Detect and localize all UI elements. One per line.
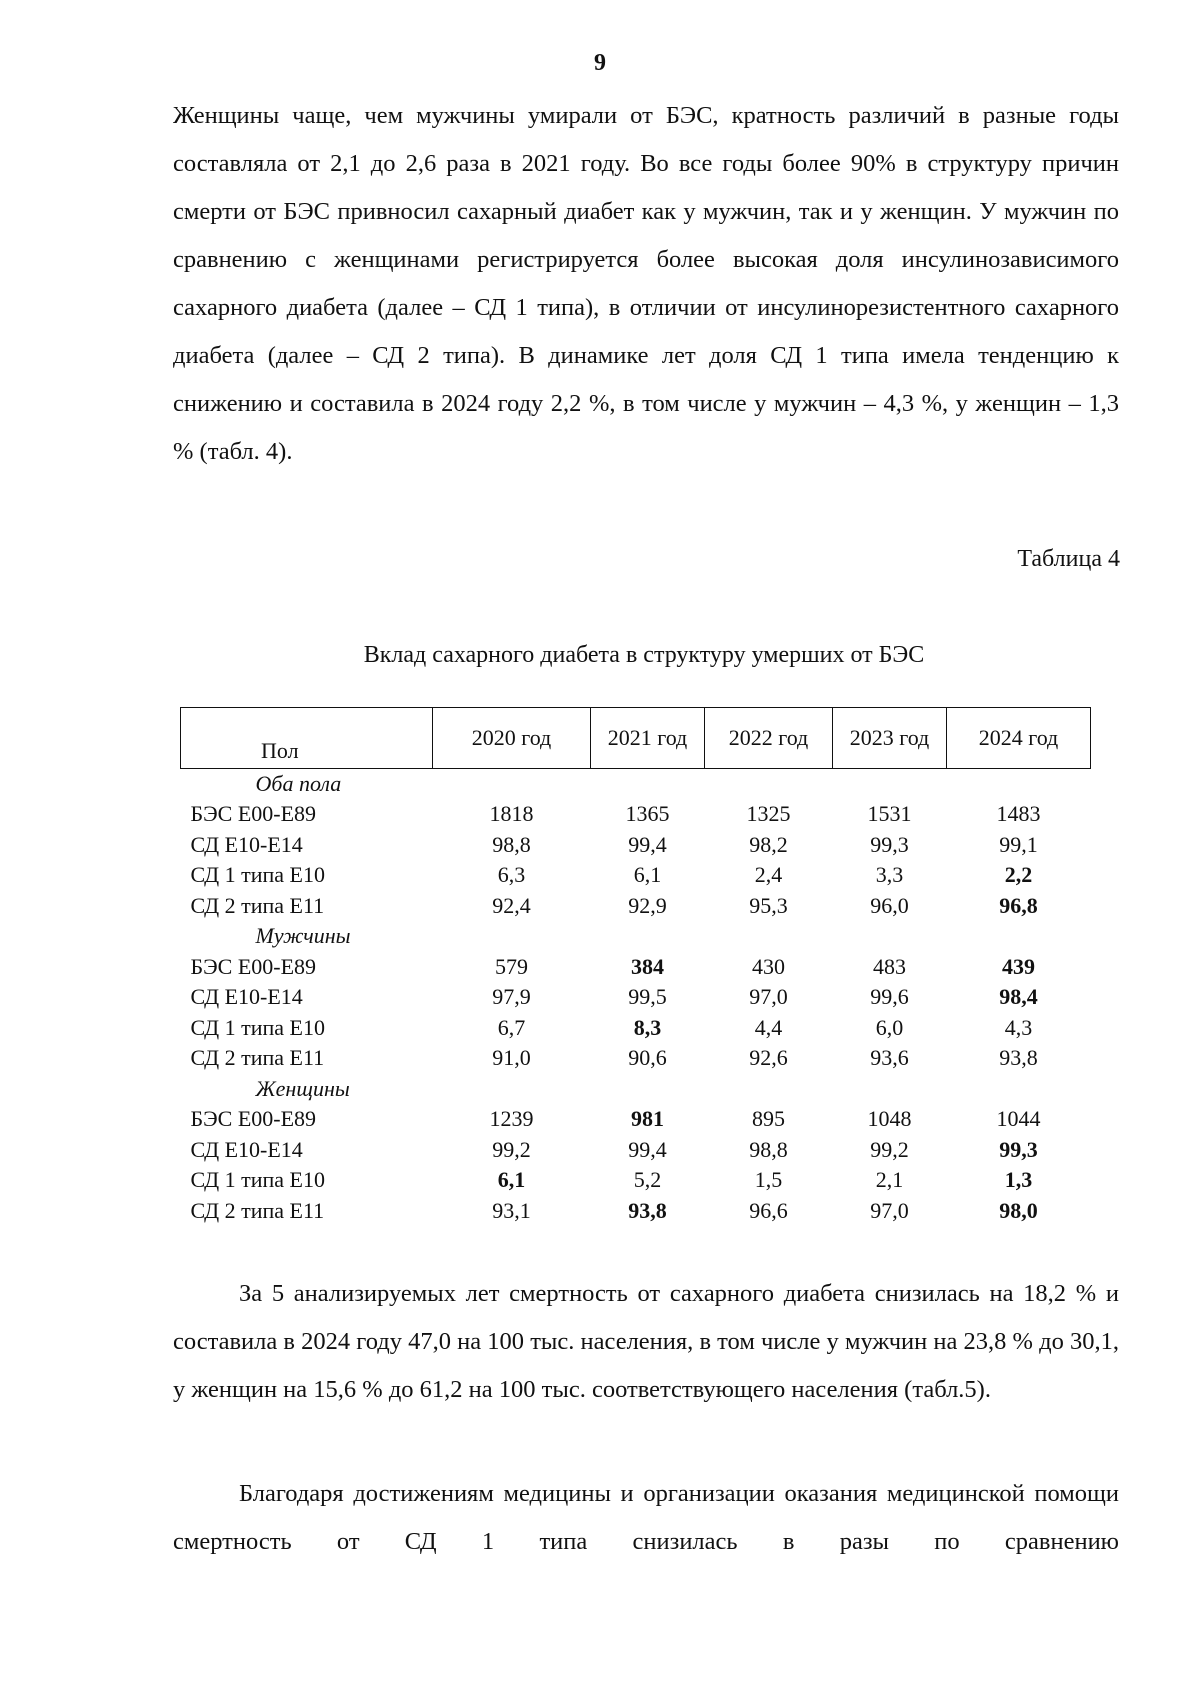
table-cell: 2,2 [1004,862,1033,888]
group-row [181,769,1091,800]
table-cell: 98,4 [999,984,1038,1010]
header-year-2024: 2024 год [947,708,1091,769]
table-cell: 99,3 [999,1136,1038,1162]
table-cell: 90,6 [628,1045,667,1071]
table-cell: 96,8 [999,893,1038,919]
table-cell: 6,3 [497,862,526,888]
table-cell: 99,6 [870,984,909,1010]
table-label: Таблица 4 [1017,546,1120,572]
row-label: СД 2 типа Е11 [190,1045,325,1071]
table-cell: 95,3 [749,893,788,919]
table-cell: 2,1 [875,1167,904,1193]
table-row [181,1043,1091,1074]
table-cell: 483 [873,953,906,979]
group-row [181,921,1091,951]
header-year-2020: 2020 год [433,708,591,769]
row-label: БЭС Е00-Е89 [190,953,317,979]
row-label: СД 1 типа Е10 [190,862,325,888]
table-cell: 1,5 [754,1167,783,1193]
table-row [181,1134,1091,1165]
table-cell: 93,6 [870,1045,909,1071]
diabetes-structure-table [180,707,1091,1226]
group-label: Мужчины [255,923,351,949]
header-year-2023: 2023 год [833,708,947,769]
table-cell: 1818 [489,801,534,827]
row-label: СД Е10-Е14 [190,984,303,1010]
page-number: 9 [594,50,606,76]
group-row [181,1074,1091,1104]
table-cell: 439 [1002,953,1035,979]
table-cell: 6,0 [875,1014,904,1040]
row-label: БЭС Е00-Е89 [190,1106,317,1132]
table-cell: 5,2 [633,1167,662,1193]
table-cell: 98,2 [749,831,788,857]
table-cell: 97,0 [749,984,788,1010]
table-row [181,1196,1091,1227]
row-label: СД 2 типа Е11 [190,1197,325,1223]
table-cell: 98,8 [492,831,531,857]
table-cell: 96,6 [749,1197,788,1223]
table-cell: 6,1 [633,862,662,888]
table-cell: 430 [752,953,785,979]
table-row [181,799,1091,830]
table-cell: 96,0 [870,893,909,919]
table-header-row [181,708,1091,769]
table-body [181,769,1091,1227]
row-label: СД 1 типа Е10 [190,1014,325,1040]
table-cell: 579 [495,953,528,979]
row-label: СД 2 типа Е11 [190,893,325,919]
table-row [181,1165,1091,1196]
table-cell: 99,5 [628,984,667,1010]
group-label: Женщины [255,1075,350,1101]
table-cell: 895 [752,1106,785,1132]
table-row [181,1013,1091,1044]
table-cell: 4,4 [754,1014,783,1040]
header-year-2021: 2021 год [591,708,705,769]
paragraph-mortality: За 5 анализируемых лет смертность от сахарного диабета снизилась на 18,2 % и составила в 2024 году 47,0 на 100 тыс. населения, в том числе у мужчин на 23,8 % до 30,1, у женщин на 15,6 % до 61,2 на 100 тыс. соответствующего населения (табл.5). [173,1280,1119,1403]
table-cell: 99,3 [870,831,909,857]
table-row [181,830,1091,861]
table-cell: 8,3 [633,1014,662,1040]
table-cell: 1365 [625,801,670,827]
paragraph-intro: Женщины чаще, чем мужчины умирали от БЭС, кратность различий в разные годы составляла от 2,1 до 2,6 раза в 2021 году. Во все годы более 90% в структуру причин смерти от БЭС привносил сахарный диабет как у мужчин, так и у женщин. У мужчин по сравнению с женщинами регистрируется более высокая доля инсулинозависимого сахарного диабета (далее – СД 1 типа), в отличии от инсулинорезистентного сахарного диабета (далее – СД 2 типа). В динамике лет доля СД 1 типа имела тенденцию к снижению и составила в 2024 году 2,2 %, в том числе у мужчин – 4,3 %, у женщин – 1,3 % (табл. 4). [173,102,1119,465]
table-cell: 91,0 [492,1045,531,1071]
table-row [181,982,1091,1013]
table-cell: 93,8 [628,1197,667,1223]
table-title: Вклад сахарного диабета в структуру умерших от БЭС [363,642,925,668]
table-cell: 1239 [489,1106,534,1132]
table-cell: 97,0 [870,1197,909,1223]
table-cell: 1,3 [1004,1167,1033,1193]
table-cell: 3,3 [875,862,904,888]
table-row [181,951,1091,982]
row-label: СД Е10-Е14 [190,1136,303,1162]
row-label: СД Е10-Е14 [190,831,303,857]
table-cell: 384 [631,953,664,979]
table-cell: 2,4 [754,862,783,888]
table-cell: 1325 [746,801,791,827]
table-cell: 1483 [996,801,1041,827]
table-cell: 1531 [867,801,912,827]
table-cell: 92,9 [628,893,667,919]
table-cell: 6,1 [497,1167,526,1193]
table-cell: 981 [631,1106,664,1132]
table-cell: 92,4 [492,893,531,919]
table-cell: 98,0 [999,1197,1038,1223]
header-year-2022: 2022 год [705,708,833,769]
table-cell: 99,4 [628,831,667,857]
table-cell: 97,9 [492,984,531,1010]
row-label: БЭС Е00-Е89 [190,801,317,827]
table-cell: 99,2 [870,1136,909,1162]
paragraph-achievements: Благодаря достижениям медицины и организации оказания медицинской помощи смертность от СД 1 типа снизилась в разы по сравнению [173,1480,1119,1555]
table-cell: 99,1 [999,831,1038,857]
table-cell: 4,3 [1004,1014,1033,1040]
header-pol: Пол [181,708,433,769]
group-label: Оба пола [255,771,342,796]
table-cell: 6,7 [497,1014,526,1040]
table-cell: 1048 [867,1106,912,1132]
table-row [181,1104,1091,1135]
table-cell: 99,2 [492,1136,531,1162]
row-label: СД 1 типа Е10 [190,1167,325,1193]
table-cell: 1044 [996,1106,1041,1132]
table-cell: 92,6 [749,1045,788,1071]
table-cell: 98,8 [749,1136,788,1162]
table-row [181,891,1091,922]
table-cell: 93,1 [492,1197,531,1223]
table-row [181,860,1091,891]
table-cell: 99,4 [628,1136,667,1162]
table-cell: 93,8 [999,1045,1038,1071]
